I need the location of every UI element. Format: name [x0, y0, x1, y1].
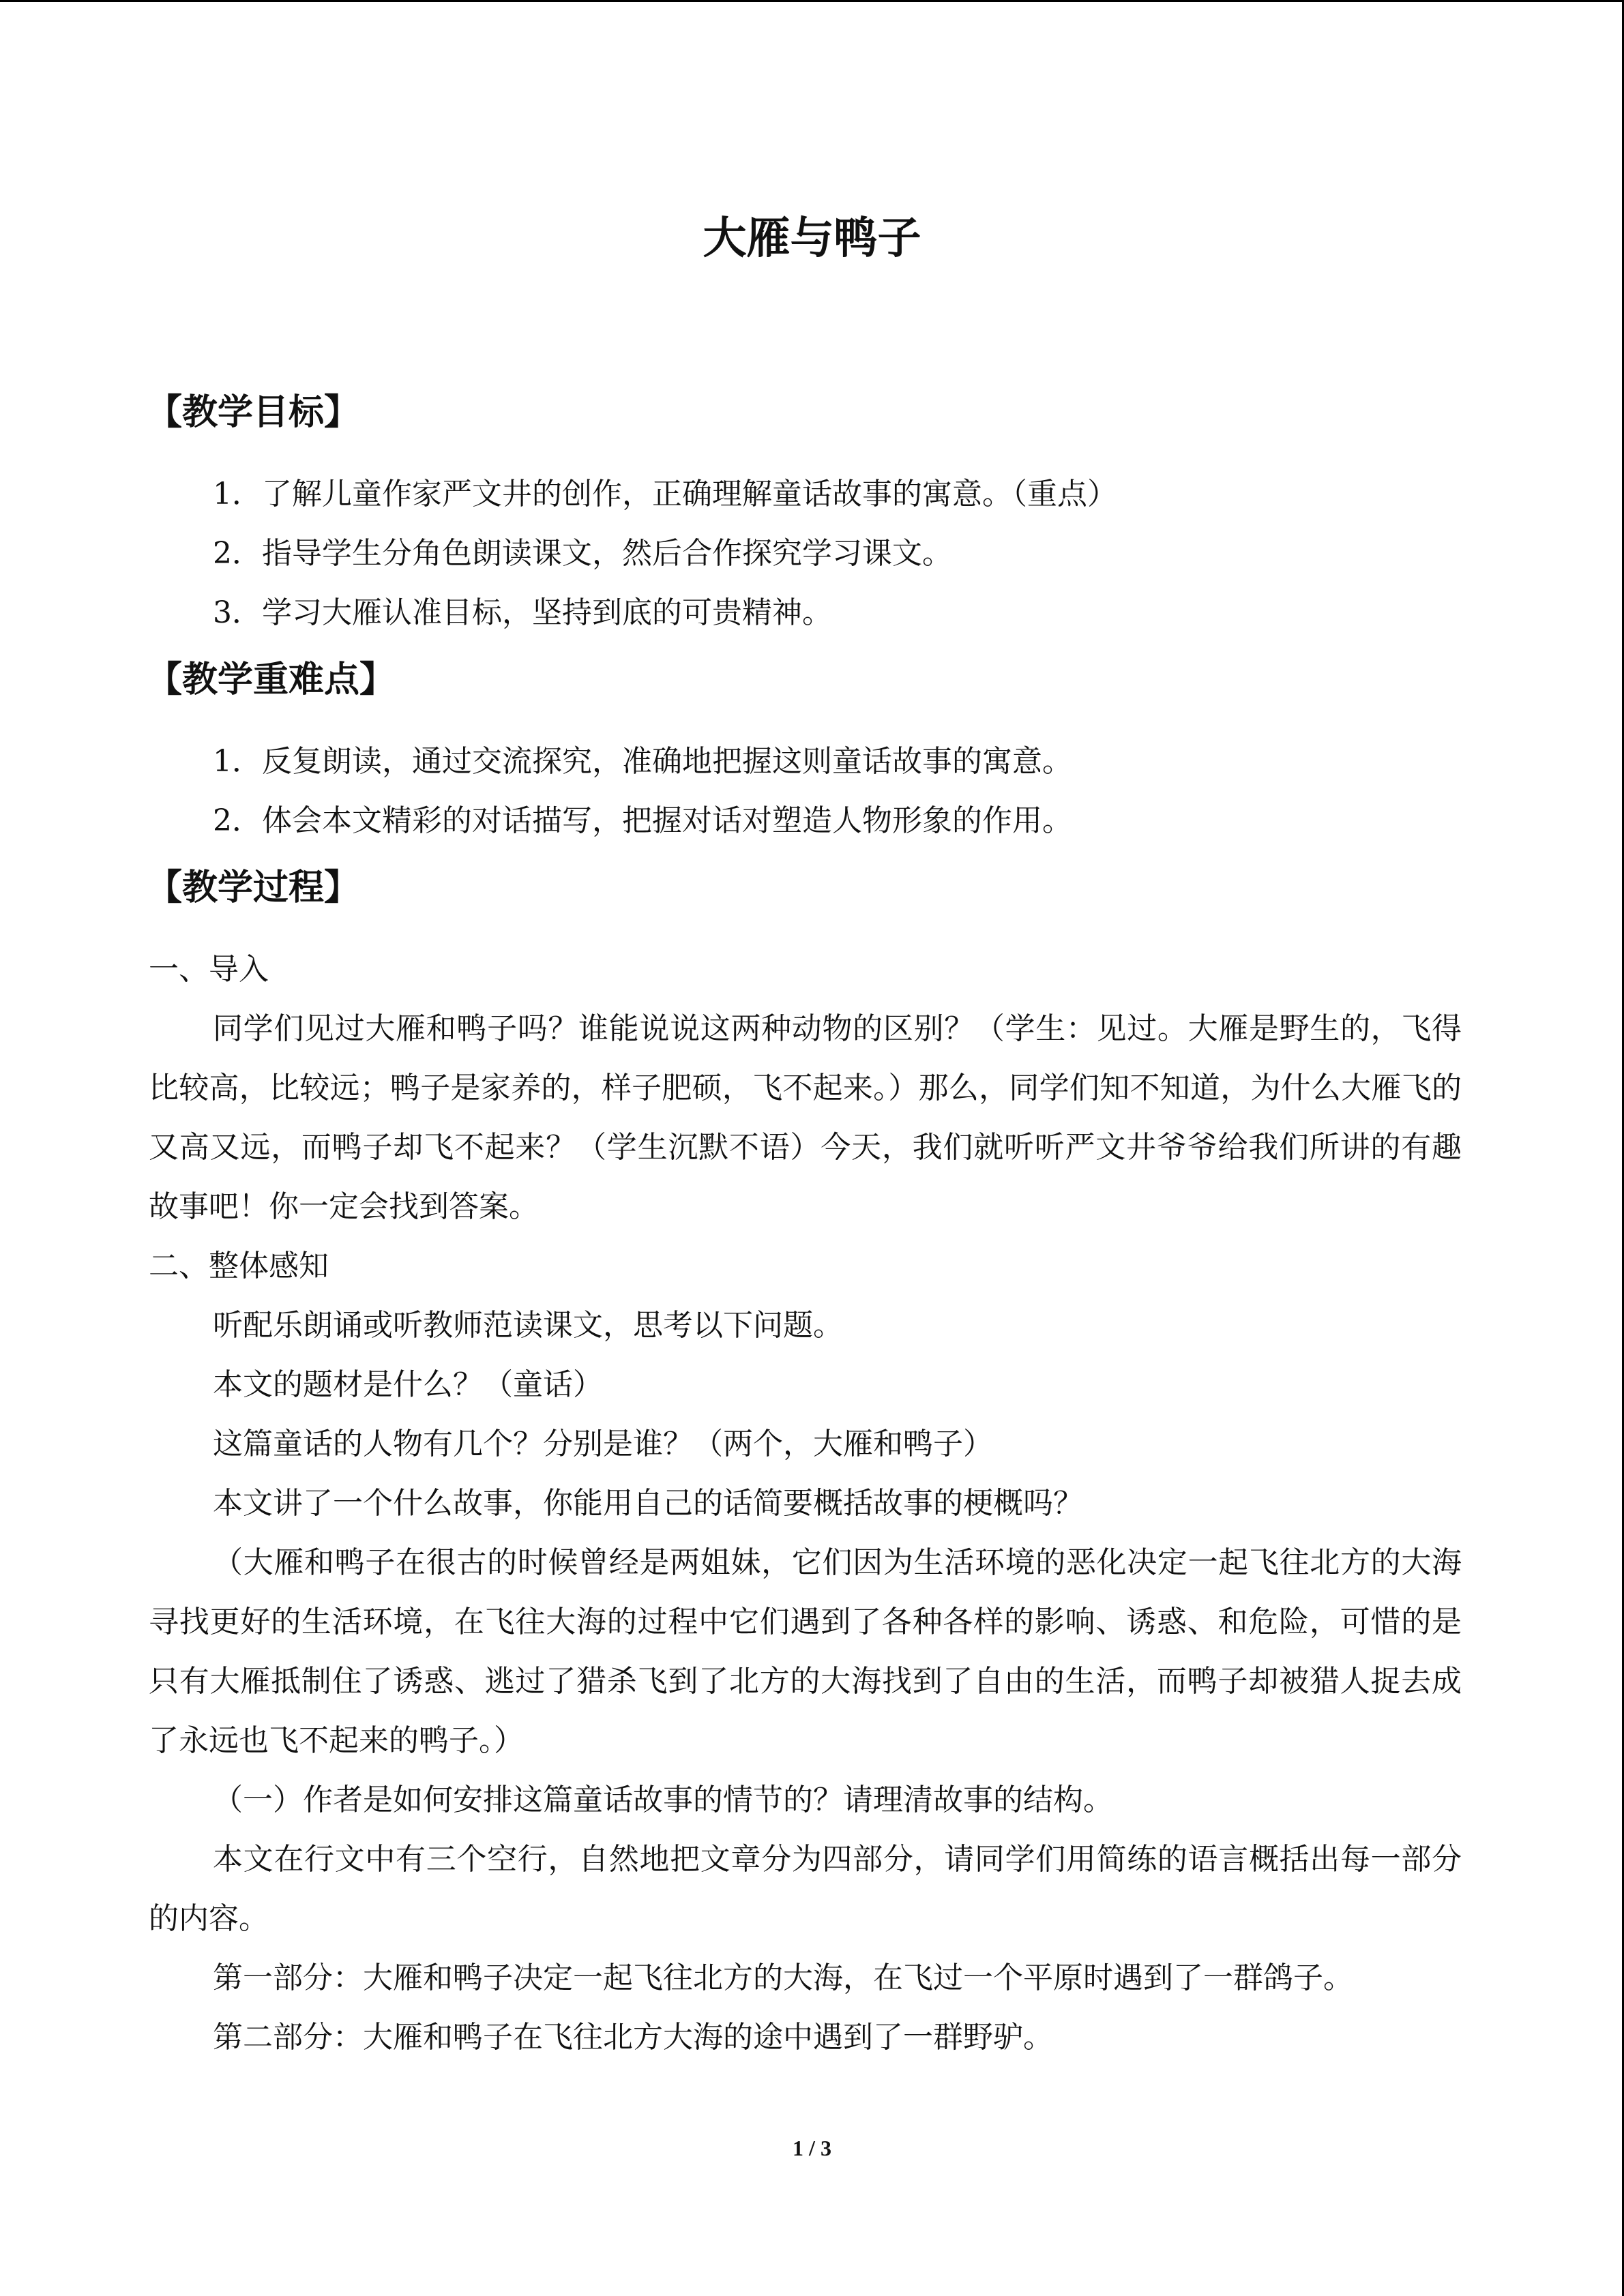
part1-title: 一、导入 [149, 952, 269, 987]
structure-paragraph: 本文在行文中有三个空行，自然地把文章分为四部分，请同学们用简练的语言概括出每一部分的内容。 [149, 1842, 1462, 1936]
goal-item-1: 1．了解儿童作家严文井的创作，正确理解童话故事的寓意。（重点） [213, 477, 1117, 511]
keypoint-item-1: 1．反复朗读，通过交流探究，准确地把握这则童话故事的寓意。 [213, 744, 1072, 779]
subquestion-1: （一）作者是如何安排这篇童话故事的情节的？请理清故事的结构。 [213, 1783, 1113, 1817]
page-title: 大雁与鸭子 [703, 213, 921, 264]
goal-item-3: 3．学习大雁认准目标，坚持到底的可贵精神。 [213, 595, 832, 630]
process-line-2: 本文的题材是什么？（童话） [213, 1367, 603, 1402]
heading-process: 【教学过程】 [147, 867, 360, 908]
heading-keypoints: 【教学重难点】 [147, 659, 396, 700]
goal-item-2: 2．指导学生分角色朗读课文，然后合作探究学习课文。 [213, 536, 952, 571]
top-border [0, 0, 1624, 2]
intro-paragraph: 同学们见过大雁和鸭子吗？谁能说说这两种动物的区别？（学生：见过。大雁是野生的，飞得比较高，比较远；鸭子是家养的，样子肥硕，飞不起来。）那么，同学们知不知道，为什么大雁飞的又高又远，而鸭子却飞不起来？（学生沉默不语）今天，我们就听听严文井爷爷给我们所讲的有趣故事吧！你一定会找到答案。 [149, 1011, 1462, 1224]
page-number: 1 / 3 [793, 2136, 831, 2160]
part-two-summary: 第二部分：大雁和鸭子在飞往北方大海的途中遇到了一群野驴。 [213, 2020, 1053, 2055]
keypoint-item-2: 2．体会本文精彩的对话描写，把握对话对塑造人物形象的作用。 [213, 803, 1072, 838]
heading-goals: 【教学目标】 [147, 392, 360, 433]
summary-paragraph: （大雁和鸭子在很古的时候曾经是两姐妹，它们因为生活环境的恶化决定一起飞往北方的大海寻找更好的生活环境，在飞往大海的过程中它们遇到了各种各样的影响、诱惑、和危险，可惜的是只有大雁抵制住了诱惑、逃过了猎杀飞到了北方的大海找到了自由的生活，而鸭子却被猎人捉去成了永远也飞不起来的鸭子。） [149, 1545, 1462, 1758]
part2-title: 二、整体感知 [149, 1249, 329, 1283]
process-line-3: 这篇童话的人物有几个？分别是谁？（两个，大雁和鸭子） [213, 1427, 993, 1461]
process-line-1: 听配乐朗诵或听教师范读课文，思考以下问题。 [213, 1308, 843, 1343]
process-line-4: 本文讲了一个什么故事，你能用自己的话简要概括故事的梗概吗？ [213, 1486, 1083, 1521]
part-one-summary: 第一部分：大雁和鸭子决定一起飞往北方的大海，在飞过一个平原时遇到了一群鸽子。 [213, 1960, 1353, 1995]
